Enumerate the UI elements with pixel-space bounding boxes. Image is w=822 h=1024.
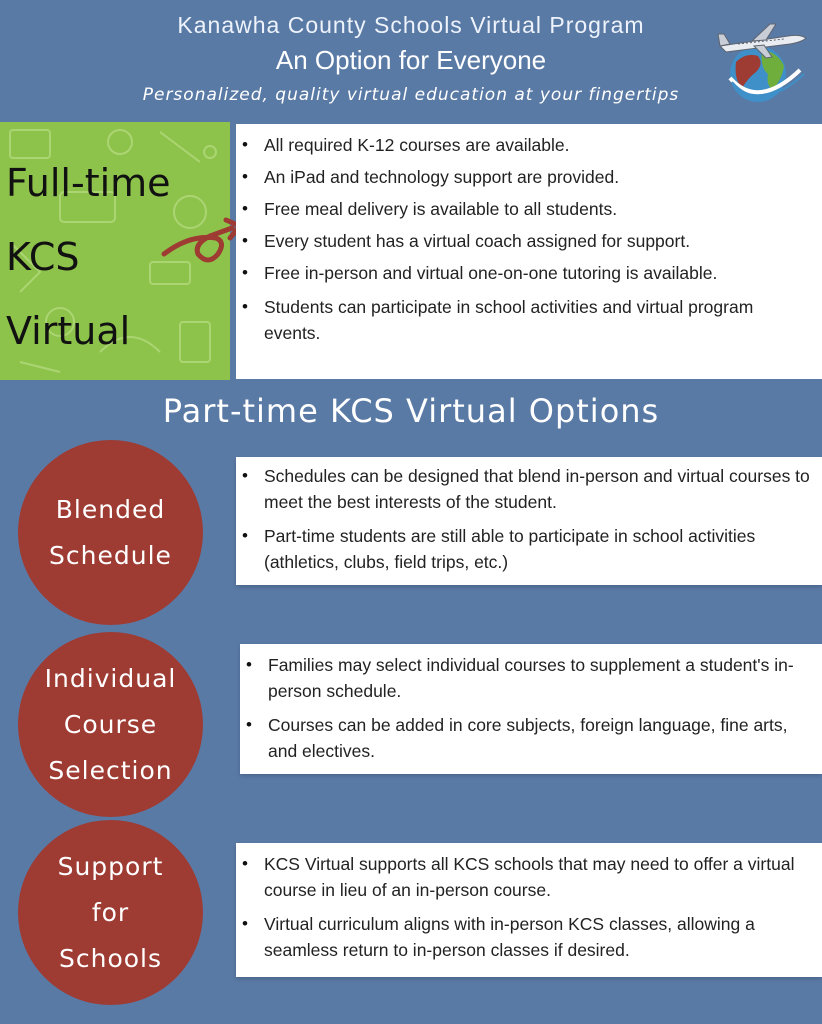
option-box-individual — [240, 644, 822, 774]
option-label-line: Course — [63, 709, 158, 739]
list-item: • All required K-12 courses are available. — [258, 132, 812, 158]
fulltime-features-list — [236, 124, 822, 346]
list-item: • KCS Virtual supports all KCS schools that may need to offer a virtual course in lieu of an in-person course. — [258, 851, 812, 903]
option-box-support — [236, 843, 822, 977]
option-list — [240, 644, 822, 764]
list-item: • Courses can be added in core subjects, foreign language, fine arts, and electives. — [262, 712, 812, 764]
option-list — [236, 843, 822, 963]
list-item: • Students can participate in school activities and virtual program events. — [258, 294, 812, 346]
list-item: • Families may select individual courses to supplement a student's in-person schedule. — [262, 652, 812, 704]
option-label-line: Blended — [55, 494, 166, 524]
list-item: • An iPad and technology support are provided. — [258, 164, 812, 190]
list-item: • Every student has a virtual coach assigned for support. — [258, 228, 812, 254]
program-subtitle: An Option for Everyone — [275, 45, 547, 75]
fulltime-title-line: KCS — [6, 235, 80, 279]
option-label-line: Selection — [48, 755, 173, 785]
option-label-line: Schools — [58, 943, 163, 973]
option-circle-blended — [18, 440, 203, 625]
option-list — [236, 457, 822, 575]
fulltime-title-line: Virtual — [6, 309, 131, 353]
program-title: Kanawha County Schools Virtual Program — [177, 12, 645, 38]
list-item: • Schedules can be designed that blend in-person and virtual courses to meet the best interests of the student. — [258, 463, 812, 515]
fulltime-features-box — [236, 124, 822, 379]
option-label-line: Support — [57, 851, 164, 881]
list-item: • Virtual curriculum aligns with in-person KCS classes, allowing a seamless return to in-person classes if desired. — [258, 911, 812, 963]
list-item: • Free in-person and virtual one-on-one tutoring is available. — [258, 260, 812, 286]
option-label-line: for — [91, 897, 130, 927]
option-box-blended — [236, 457, 822, 585]
list-item: • Free meal delivery is available to all students. — [258, 196, 812, 222]
program-tagline: Personalized, quality virtual education at your fingertips — [142, 85, 680, 105]
option-circle-support — [18, 820, 203, 1005]
option-label-line: Individual — [44, 663, 177, 693]
option-label-line: Schedule — [49, 540, 172, 570]
list-item: • Part-time students are still able to participate in school activities (athletics, clubs, field trips, etc.) — [258, 523, 812, 575]
header — [0, 0, 822, 118]
parttime-title: Part-time KCS Virtual Options — [162, 392, 660, 430]
airplane-globe-icon — [712, 18, 812, 104]
fulltime-title-line: Full-time — [6, 161, 171, 205]
option-circle-individual — [18, 632, 203, 817]
